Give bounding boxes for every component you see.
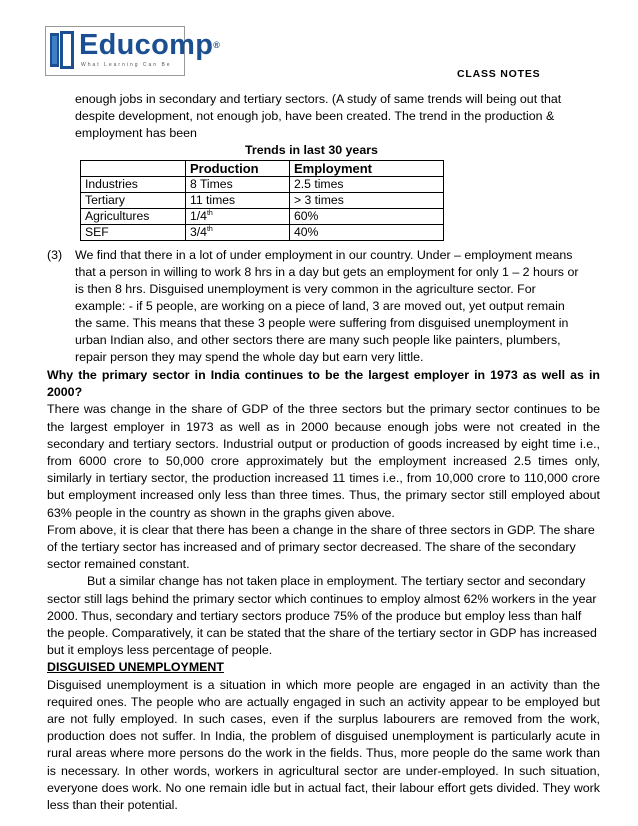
question-heading: Why the primary sector in India continues to be the largest employer in 1973 as well as in 2000? — [47, 368, 600, 400]
point-3-paragraph: We find that there in a lot of under employment in our country. Under – employment means that a person in willing to work 8 hrs in a day but gets an employment for only 1 – 2 hours or is then 8 hrs. Disguised unemployment is very common in the agriculture sector. For example: - if 5 people, are working on a piece of land, 3 are moved out, yet output remain the same. This means that these 3 people were suffering from disguised unemployment in urban Indian also, and other sectors there are many such people like painters, plumbers, repair person they may spend the whole day but earn very little. — [75, 248, 579, 364]
table-row — [81, 225, 444, 241]
book-icon — [49, 31, 75, 69]
table-cell: 8 Times — [186, 177, 290, 193]
table-cell: 3/4th — [186, 225, 290, 241]
table-cell: 60% — [290, 209, 444, 225]
intro-paragraph: enough jobs in secondary and tertiary sectors. (A study of same trends will being out that despite development, not enough job, have been created. The trend in the production & employment has been — [75, 92, 562, 140]
table-row — [81, 193, 444, 209]
table-row — [81, 209, 444, 225]
table-header-cell: Employment — [290, 161, 444, 177]
main-body — [47, 367, 600, 814]
table-header-cell — [81, 161, 186, 177]
table-cell: 1/4th — [186, 209, 290, 225]
class-notes-label: CLASS NOTES — [457, 68, 541, 80]
answer-paragraph-2: From above, it is clear that there has been a change in the share of three sectors in GDP. The share of the tertiary sector has increased and of primary sector decreased. The share of the secondary sector remained constant. — [47, 522, 595, 572]
table-header-cell: Production — [186, 161, 290, 177]
table-row — [81, 177, 444, 193]
table-cell: Tertiary — [81, 193, 186, 209]
answer-paragraph-1: There was change in the share of GDP of the three sectors but the primary sector continues to be the largest employer in 1973 as well as in 2000 because enough jobs were not created in the secondary and tertiary sectors. Industrial output or production of goods increased by eight time i.e., from 6000 crore to 50,000 crore approximately but the employment increased 2.5 times only, similarly in tertiary sector, the production increased 11 times i.e., from 10,000 crore to 110,000 crore but employment increased only less than three times. Thus, the primary sector still employed about 63% people in the country as shown in the graphs given above. — [47, 402, 600, 520]
table-cell: 2.5 times — [290, 177, 444, 193]
section-heading: DISGUISED UNEMPLOYMENT — [47, 660, 224, 675]
logo-name: Educomp® — [79, 29, 221, 61]
table-cell: SEF — [81, 225, 186, 241]
point-number: (3) — [47, 248, 63, 262]
table-header-row — [81, 161, 444, 177]
table-cell: 40% — [290, 225, 444, 241]
table-cell: > 3 times — [290, 193, 444, 209]
table-cell: 11 times — [186, 193, 290, 209]
table-cell: Industries — [81, 177, 186, 193]
table-title: Trends in last 30 years — [245, 143, 378, 157]
educomp-logo — [45, 22, 221, 76]
answer-paragraph-3: But a similar change has not taken place in employment. The tertiary sector and secondary sector still lags behind the primary sector which continues to employ almost 62% workers in the year 2000. Thus, secondary and tertiary sectors produce 75% of the produce but employ less than half the people. Comparatively, it can be stated that the share of the tertiary sector in GDP has increased but it employs less percentage of people. — [47, 574, 597, 658]
trends-table — [80, 160, 444, 241]
logo-tagline: What Learning Can Be — [81, 62, 172, 68]
table-cell: Agricultures — [81, 209, 186, 225]
disguised-unemployment-paragraph: Disguised unemployment is a situation in which more people are engaged in an activity than the required ones. The people who are actually engaged in such an activity appear to be employed but are not fully employed. In such cases, even if the surplus labourers are removed from the work, production does not suffer. In India, the problem of disguised unemployment is particularly acute in rural areas where more persons do the work in the fields. Thus, more people do the same work than is necessary. In other words, workers in agricultural sector are under-employed. In such situation, everyone does work. No one remain idle but in actual fact, their labour effort gets divided. They work less than their potential. — [47, 677, 600, 813]
